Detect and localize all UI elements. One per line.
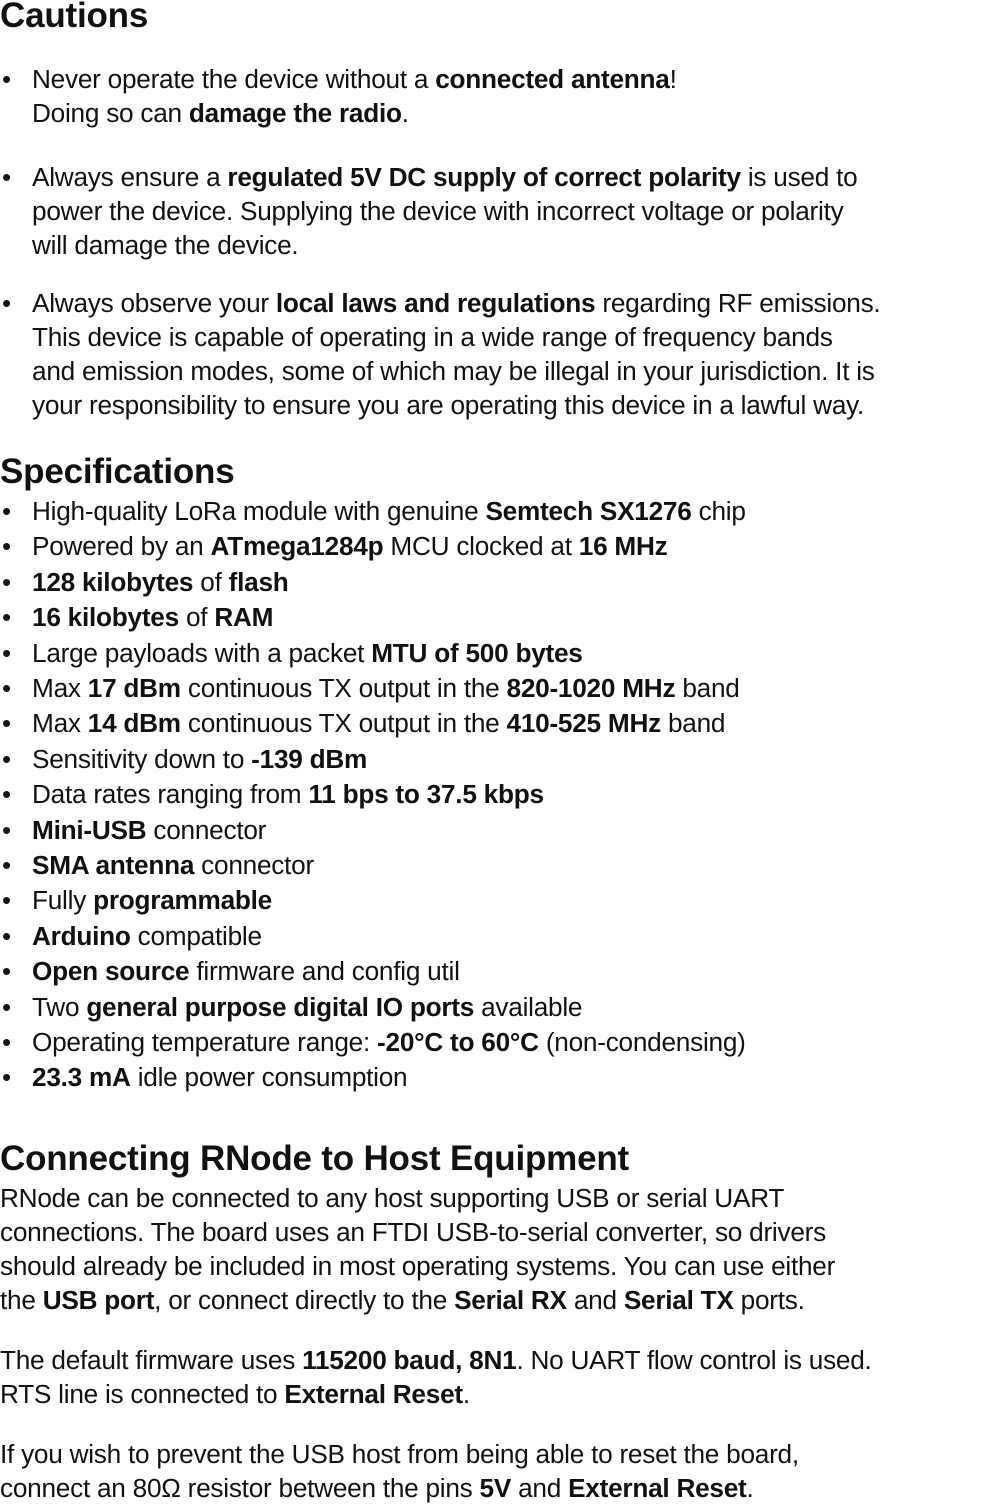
bullet-icon: • [2,531,12,562]
connecting-paragraph [0,1181,1001,1317]
bold-text: general purpose digital IO ports [86,991,475,1022]
text-run: your responsibility to ensure you are operating this device in a lawful way. [32,390,865,420]
bold-text: 23.3 mA [32,1062,131,1093]
text-run: RNode can be connected to any host supporting USB or serial UART [0,1183,785,1213]
bold-text: Semtech SX1276 [485,496,692,526]
spec-text [32,671,740,706]
bold-text: 11 bps to 37.5 kbps [308,779,544,810]
bold-text: External Reset [284,1379,463,1409]
text-line [32,194,1001,228]
bold-text: External Reset [568,1473,747,1503]
bold-text: -139 dBm [251,743,368,774]
spec-text [32,777,544,812]
text-run: Always observe your [32,288,276,318]
text-run: continuous TX output in the [180,673,507,703]
text-line [0,1249,1001,1283]
text-line [32,160,1001,194]
text-run: and [566,1285,624,1315]
bullet-icon: • [2,496,12,526]
text-line [32,96,1001,130]
bullet-icon: • [2,956,12,987]
bullet-icon: • [2,602,12,633]
text-line [32,388,1001,422]
bold-text: Open source [32,956,190,987]
caution-text [32,286,1001,422]
text-run: firmware and config util [189,956,460,987]
text-run: . [746,1473,754,1503]
text-run: continuous TX output in the [180,708,507,739]
text-run: Always ensure a [32,162,228,192]
bold-text: -20°C to 60°C [377,1027,539,1057]
text-run: of [193,566,229,597]
bold-text: connected antenna [435,64,670,94]
text-run: (non-condensing) [538,1027,746,1057]
spec-text [32,883,272,918]
caution-text [32,62,1001,130]
text-line [0,1377,1001,1411]
bold-text: 5V [479,1473,512,1503]
bullet-icon: • [2,1062,12,1093]
spec-text [32,742,367,777]
bold-text: Serial RX [454,1285,567,1315]
bold-text: USB port [42,1285,155,1315]
specifications-heading: Specifications [0,452,235,491]
bold-text: 820-1020 MHz [506,673,676,703]
bullet-icon: • [2,288,12,318]
text-line [32,228,1001,262]
bullet-icon: • [2,1027,12,1057]
bold-text: local laws and regulations [275,288,596,318]
text-run: regarding RF emissions. [595,288,881,318]
text-run: Max [32,708,88,739]
spec-text [32,813,266,848]
text-run: power the device. Supplying the device with incorrect voltage or polarity [32,196,844,226]
bullet-icon: • [2,64,12,94]
text-run: High-quality LoRa module with genuine [32,496,486,526]
spec-text [32,529,667,564]
text-run: Data rates ranging from [32,779,309,810]
text-line [0,1181,1001,1215]
text-run: is used to [740,162,858,192]
bold-text: 16 MHz [578,531,668,562]
bullet-icon: • [2,920,12,951]
bold-text: 128 kilobytes [32,566,194,597]
spec-text [32,565,289,600]
text-run: Sensitivity down to [32,743,252,774]
text-run: ports. [733,1285,805,1315]
text-run: connect an 80Ω resistor between the pins [0,1473,480,1503]
bold-text: 17 dBm [87,673,181,703]
bullet-icon: • [2,850,12,880]
connecting-heading: Connecting RNode to Host Equipment [0,1139,629,1178]
spec-text [32,954,460,989]
bold-text: flash [228,566,289,597]
text-run: the [0,1285,43,1315]
spec-text [32,919,262,954]
text-run: The default firmware uses [0,1345,303,1375]
bold-text: MTU of 500 bytes [371,637,583,668]
bold-text: Mini-USB [32,814,147,845]
bullet-icon: • [2,162,12,192]
text-run: RTS line is connected to [0,1379,285,1409]
bullet-icon: • [2,708,12,739]
bullet-icon: • [2,885,12,916]
bold-text: damage the radio [188,98,402,128]
bullet-icon: • [2,743,12,774]
bold-text: RAM [214,602,274,633]
text-run: Operating temperature range: [32,1027,378,1057]
cautions-heading: Cautions [0,0,149,35]
text-run: Large payloads with a packet [32,637,372,668]
text-run: of [178,602,215,633]
text-run: MCU clocked at [383,531,579,562]
spec-text [32,1060,407,1095]
text-run: Doing so can [32,98,189,128]
bold-text: 14 dBm [87,708,181,739]
text-run: available [474,991,583,1022]
bold-text: Serial TX [623,1285,734,1315]
connecting-paragraph [0,1343,1001,1411]
text-run: should already be included in most operating systems. You can use either [0,1251,836,1281]
bold-text: ATmega1284p [210,531,384,562]
bullet-icon: • [2,566,12,597]
bold-text: 410-525 MHz [506,708,661,739]
spec-text [32,636,583,671]
spec-text [32,848,314,883]
text-run: band [660,708,726,739]
text-line [0,1215,1001,1249]
text-line [0,1343,1001,1377]
text-run: . No UART flow control is used. [516,1345,872,1375]
text-line [0,1471,1001,1505]
text-run: . [401,98,409,128]
text-run: . [462,1379,470,1409]
connecting-paragraph [0,1437,1001,1505]
text-line [0,1437,1001,1471]
bold-text: regulated 5V DC supply of correct polarity [227,162,741,192]
text-line [32,354,1001,388]
spec-text [32,706,725,741]
bullet-icon: • [2,637,12,668]
bold-text: programmable [93,885,272,916]
text-run: This device is capable of operating in a wide range of frequency bands [32,322,833,352]
text-run: Max [32,673,88,703]
text-run: Fully [32,885,94,916]
text-line [0,1283,1001,1317]
text-run: and emission modes, some of which may be illegal in your jurisdiction. It is [32,356,875,386]
text-run: ! [669,64,677,94]
bullet-icon: • [2,814,12,845]
text-run: will damage the device. [32,230,299,260]
text-run: idle power consumption [130,1062,408,1093]
bold-text: 16 kilobytes [32,602,179,633]
text-run: Powered by an [32,531,211,562]
text-run: connector [194,850,314,880]
text-run: Never operate the device without a [32,64,436,94]
bold-text: 115200 baud, 8N1 [302,1345,517,1375]
bold-text: Arduino [32,920,131,951]
bullet-icon: • [2,779,12,810]
text-run: , or connect directly to the [154,1285,455,1315]
text-line [32,320,1001,354]
spec-text [32,1025,746,1060]
text-line [32,62,1001,96]
caution-text [32,160,1001,262]
text-run: and [511,1473,569,1503]
spec-text [32,494,746,529]
text-line [32,286,1001,320]
bullet-icon: • [2,673,12,703]
bold-text: SMA antenna [32,850,195,880]
text-run: connections. The board uses an FTDI USB-to-serial converter, so drivers [0,1217,826,1247]
text-run: connector [146,814,267,845]
spec-text [32,600,273,635]
text-run: chip [691,496,746,526]
text-run: Two [32,991,87,1022]
text-run: compatible [130,920,262,951]
bullet-icon: • [2,991,12,1022]
text-run: If you wish to prevent the USB host from being able to reset the board, [0,1439,799,1469]
spec-text [32,990,582,1025]
text-run: band [675,673,740,703]
